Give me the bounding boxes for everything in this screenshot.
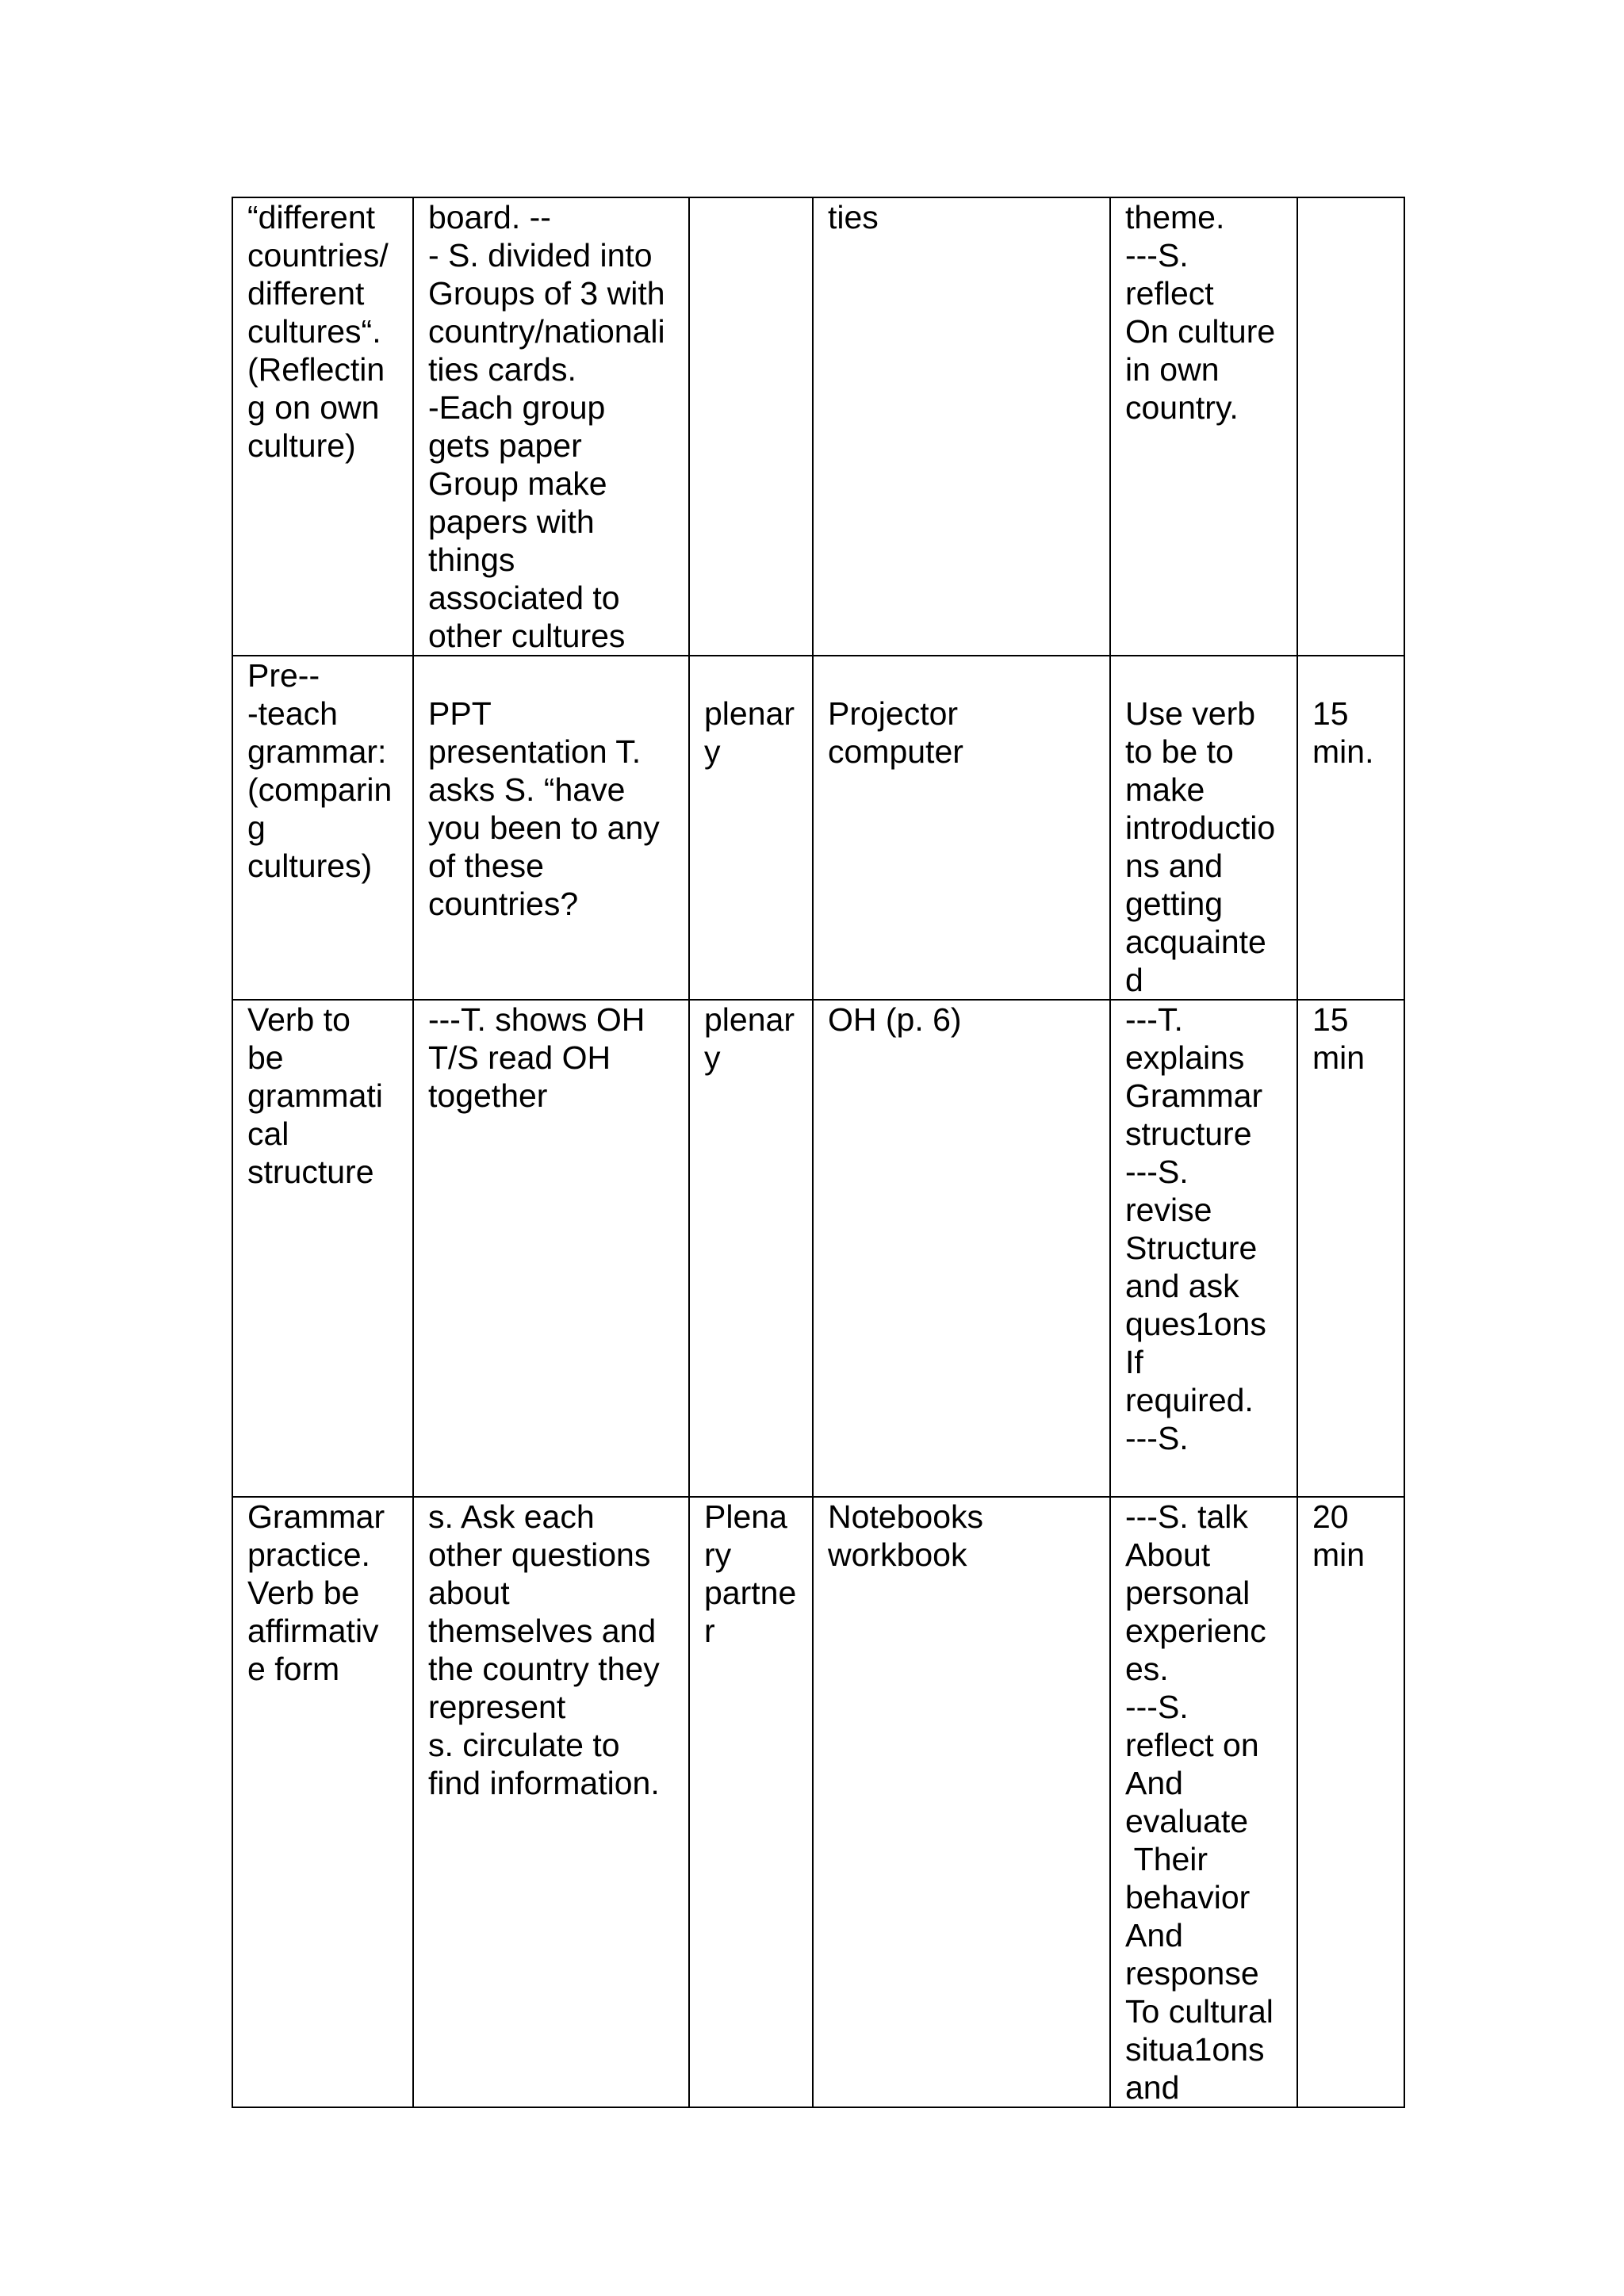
table-cell-stage: “different countries/ different cultures“. (Reflectin g on own culture) xyxy=(232,197,413,656)
table-cell-procedure: PPT presentation T. asks S. “have you been to any of these countries? xyxy=(413,656,689,1000)
table-cell-time xyxy=(1297,197,1404,656)
table-cell-procedure: s. Ask each other questions about themselves and the country they represent s. circulate to find information. xyxy=(413,1497,689,2107)
table-cell-procedure: board. -- - S. divided into Groups of 3 with country/nationali ties cards. -Each group gets paper Group make papers with things associated to other cultures xyxy=(413,197,689,656)
table-cell-stage: Verb to be grammati cal structure xyxy=(232,1000,413,1497)
table-cell-objectives: Use verb to be to make introductio ns and getting acquainte d xyxy=(1110,656,1297,1000)
lesson-plan-table xyxy=(232,197,1405,2108)
table-cell-objectives: ---S. talk About personal experienc es. ---S. reflect on And evaluate Their behavior And response To cultural situa1ons and xyxy=(1110,1497,1297,2107)
table-cell-materials: Projector computer xyxy=(813,656,1110,1000)
table-cell-procedure: ---T. shows OH T/S read OH together xyxy=(413,1000,689,1497)
table-cell-objectives: theme. ---S. reflect On culture in own country. xyxy=(1110,197,1297,656)
table-cell-interaction: plenar y xyxy=(689,656,813,1000)
table-row xyxy=(232,1497,1404,2107)
table-cell-interaction xyxy=(689,197,813,656)
table-cell-time: 15 min. xyxy=(1297,656,1404,1000)
table-cell-materials: OH (p. 6) xyxy=(813,1000,1110,1497)
table-row xyxy=(232,197,1404,656)
table-cell-stage: Pre-- -teach grammar: (comparin g cultures) xyxy=(232,656,413,1000)
table-cell-interaction: plenar y xyxy=(689,1000,813,1497)
table-row xyxy=(232,656,1404,1000)
table-cell-stage: Grammar practice. Verb be affirmativ e form xyxy=(232,1497,413,2107)
table-cell-materials: Notebooks workbook xyxy=(813,1497,1110,2107)
table-cell-time: 15 min xyxy=(1297,1000,1404,1497)
table-cell-time: 20 min xyxy=(1297,1497,1404,2107)
table-row xyxy=(232,1000,1404,1497)
table-cell-interaction: Plena ry partne r xyxy=(689,1497,813,2107)
table-cell-objectives: ---T. explains Grammar structure ---S. revise Structure and ask ques1ons If required. ---S. xyxy=(1110,1000,1297,1497)
table-cell-materials: ties xyxy=(813,197,1110,656)
